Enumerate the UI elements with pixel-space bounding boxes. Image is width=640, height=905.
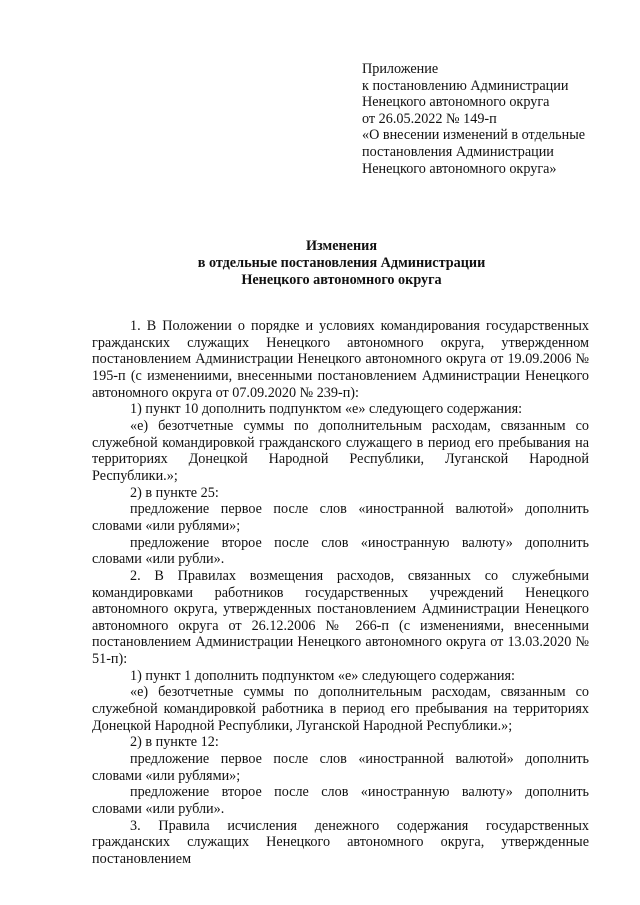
paragraph-2-2: 2) в пункте 12: <box>130 734 219 751</box>
appendix-line: Ненецкого автономного округа <box>362 94 550 111</box>
paragraph-1-2: 2) в пункте 25: <box>130 484 219 501</box>
paragraph-1-1-e: «е) безотчетные суммы по дополнительным расходам, связанным со служебной командировкой гражданского служащего в период его пребывания на территориях Донецкой Народной Республики, Луганской Народной Республики.»; <box>92 417 589 484</box>
paragraph-1-2-second: предложение второе после слов «иностранную валюту» дополнить словами «или рубли». <box>92 534 589 568</box>
paragraph-1-2-first: предложение первое после слов «иностранной валютой» дополнить словами «или рублями»; <box>92 501 589 534</box>
appendix-header <box>362 61 632 177</box>
paragraph-2-1: 1) пункт 1 дополнить подпунктом «е» следующего содержания: <box>130 667 515 684</box>
paragraph-3: 3. Правила исчисления денежного содержания государственных гражданских служащих Ненецкого автономного округа, утвержденные постановлением <box>92 817 589 867</box>
appendix-line: постановления Администрации <box>362 143 554 160</box>
paragraph-2-2-second: предложение второе после слов «иностранную валюту» дополнить словами «или рубли». <box>92 784 589 818</box>
paragraph-1-1: 1) пункт 10 дополнить подпунктом «е» следующего содержания: <box>130 401 523 418</box>
appendix-line: Приложение <box>362 61 439 77</box>
paragraph-2: 2. В Правилах возмещения расходов, связанных со служебными командировками работников государственных учреждений Ненецкого автономного округа, утвержденных постановлением Администрации Ненецкого автономного округа от 26.12.2006 № 266-п (с изменениями, внесенными постановлением Администрации Ненецкого автономного округа от 13.03.2020 № 51-п): <box>92 567 589 668</box>
paragraph-2-2-first: предложение первое после слов «иностранной валютой» дополнить словами «или рублями»; <box>92 751 589 784</box>
appendix-line: от 26.05.2022 № 149-п <box>362 110 497 127</box>
title-line: Изменения <box>306 238 377 254</box>
title-line: в отдельные постановления Администрации <box>197 255 486 271</box>
document-body <box>92 318 589 868</box>
paragraph-1: 1. В Положении о порядке и условиях командирования государственных гражданских служащих Ненецкого автономного округа, утвержденном постановлением Администрации Ненецкого автономного округа от 19.09.2006 № 195-п (с изменениими, внесенными постановлением Администрации Ненецкого автономного округа от 07.09.2020 № 239-п): <box>92 318 589 401</box>
appendix-line: Ненецкого автономного округа» <box>362 160 557 177</box>
paragraph-2-1-e: «е) безотчетные суммы по дополнительным расходам, связанным со служебной командировкой работника в период его пребывания на территориях Донецкой Народной Республики, Луганской Народной Республики.»; <box>92 684 589 734</box>
appendix-line: к постановлению Администрации <box>362 77 569 94</box>
appendix-line: «О внесении изменений в отдельные <box>362 127 586 144</box>
title-line: Ненецкого автономного округа <box>241 272 442 288</box>
document-title <box>0 238 640 289</box>
